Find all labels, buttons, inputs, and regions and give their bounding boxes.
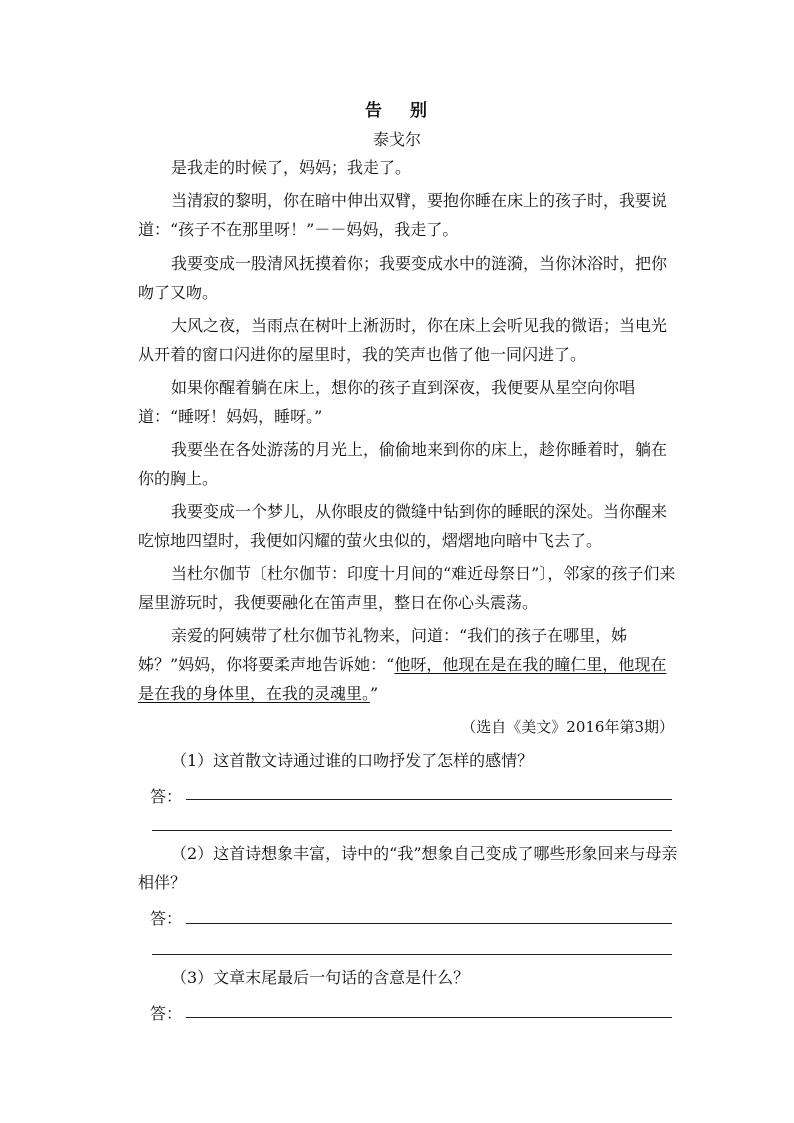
answer-line-1b[interactable] [152, 830, 672, 831]
title-char-1: 告 [365, 101, 384, 121]
paragraph-9 [138, 621, 678, 708]
paragraph-7: 我要变成一个梦儿，从你眼皮的微缝中钻到你的睡眠的深处。当你醒来吃惊地四望时，我便如闪耀的萤火虫似的，熠熠地向暗中飞去了。 [138, 502, 668, 550]
question-2: （2）这首诗想象丰富，诗中的“我”想象自己变成了哪些形象回来与母亲相伴？ [138, 844, 678, 892]
poem-author: 泰戈尔 [372, 130, 421, 149]
question-3: （3）文章末尾最后一句话的含意是什么？ [171, 968, 470, 987]
paragraph-3: 我要变成一股清风抚摸着你；我要变成水中的涟漪，当你沐浴时，把你吻了又吻。 [138, 254, 668, 302]
paragraph-4: 大风之夜，当雨点在树叶上淅沥时，你在床上会听见我的微语；当电光从开着的窗口闪进你的屋里时，我的笑声也偕了他一同闪进了。 [138, 316, 668, 364]
answer-line-2b[interactable] [152, 954, 672, 955]
poem-title [0, 96, 794, 121]
answer-line-3a[interactable] [186, 1017, 672, 1018]
answer-line-1a[interactable] [186, 799, 672, 800]
paragraph-8: 当杜尔伽节〔杜尔伽节：印度十月间的“难近母祭日”〕，邻家的孩子们来屋里游玩时，我便要融化在笛声里，整日在你心头震荡。 [138, 564, 676, 612]
title-char-2: 别 [410, 101, 429, 121]
source-citation: （选自《美文》2016年第3期） [461, 718, 674, 736]
paragraph-9-end: ” [370, 684, 379, 703]
answer-line-2a[interactable] [186, 923, 672, 924]
answer-label-1: 答： [150, 787, 183, 806]
paragraph-1: 是我走的时候了，妈妈；我走了。 [171, 158, 412, 177]
paragraph-9-text: 亲爱的阿姨带了杜尔伽节礼物来，问道：“我们的孩子在哪里，姊姊？”妈妈，你将要柔声地告诉她：“ [138, 626, 628, 674]
answer-label-2: 答： [150, 909, 183, 928]
paragraph-5: 如果你醒着躺在床上，想你的孩子直到深夜，我便要从星空向你唱道：“睡呀！妈妈，睡呀。” [138, 378, 636, 426]
answer-label-3: 答： [150, 1004, 183, 1023]
question-1: （1）这首散文诗通过谁的口吻抒发了怎样的感情？ [171, 751, 534, 770]
paragraph-6: 我要坐在各处游荡的月光上，偷偷地来到你的床上，趁你睡着时，躺在你的胸上。 [138, 440, 668, 488]
underlined-quote: 他呀，他现在是在我的瞳仁里，他现在是在我的身体里，在我的灵魂里。 [138, 655, 667, 703]
paragraph-2: 当清寂的黎明，你在暗中伸出双臂，要抱你睡在床上的孩子时，我要说道：“孩子不在那里呀！”－－妈妈，我走了。 [138, 191, 668, 239]
